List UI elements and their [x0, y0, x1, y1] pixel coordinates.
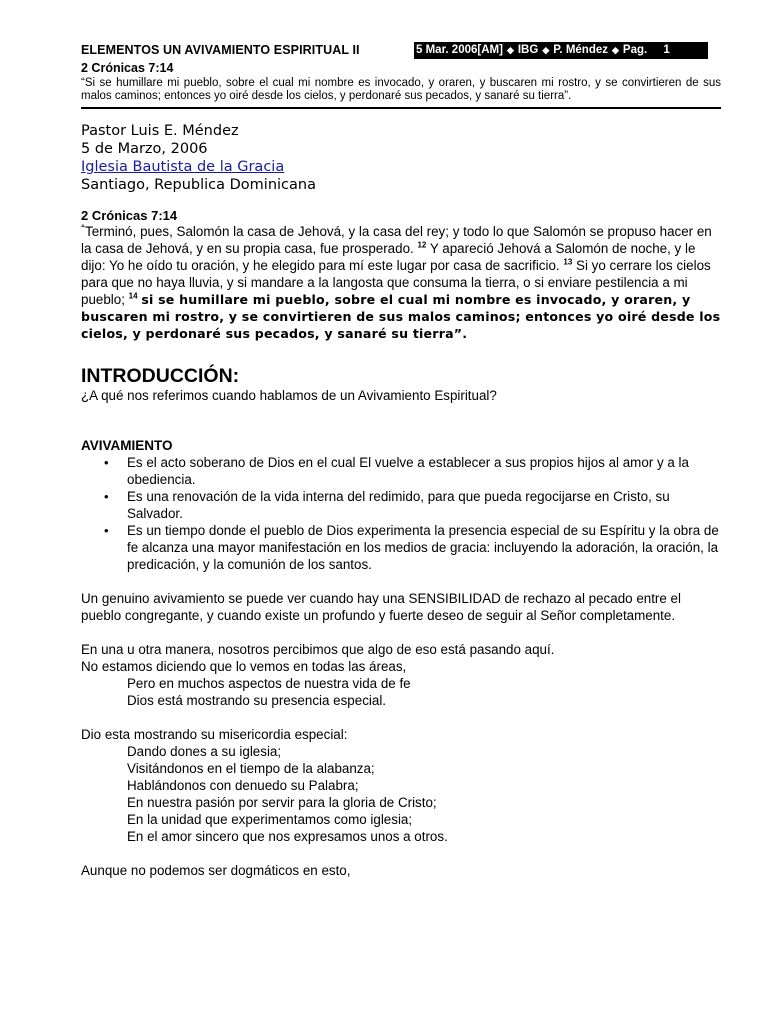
indented-line: En la unidad que experimentamos como iglesia; — [127, 812, 413, 827]
author-block — [81, 122, 721, 194]
header-rule — [81, 107, 721, 109]
verse-number-14: 14 — [128, 291, 138, 301]
list-item: • Es una renovación de la vida interna del redimido, para que pueda regocijarse en Cristo, su Salvador. — [81, 488, 721, 522]
header-meta-bar — [414, 42, 708, 59]
header-page-label: Pag. — [622, 44, 648, 56]
church-link[interactable]: Iglesia Bautista de la Gracia — [81, 159, 285, 175]
header-author: P. Méndez — [553, 44, 608, 56]
diamond-icon: ◆ — [542, 45, 550, 55]
diamond-icon: ◆ — [506, 45, 514, 55]
scripture-text-a: Terminó, pues, Salomón la casa de Jehová, y la casa del rey; y todo lo que Salomón se propuso hacer en la casa de Jehová, y en su propia casa, fue prosperado. — [81, 224, 712, 256]
avivamiento-list — [81, 454, 721, 573]
scripture-reference: 2 Crónicas 7:14 — [81, 208, 178, 223]
header-verse: “Si se humillare mi pueblo, sobre el cual mi nombre es invocado, y oraren, y buscaren mi rostro, y se convirtieren de sus malos caminos; entonces yo oiré desde los cielos, y perdonaré sus pecados, y sanaré su tierra”. — [81, 77, 721, 102]
header-end-bar — [704, 42, 708, 59]
header-church: IBG — [517, 44, 539, 56]
open-quote: “ — [81, 223, 85, 233]
header-date: 5 Mar. 2006[AM] — [416, 44, 503, 56]
verse-number-12: 12 — [417, 240, 427, 250]
author-name: Pastor Luis E. Méndez — [81, 123, 239, 139]
paragraph-sensibilidad: Un genuino avivamiento se puede ver cuando hay una SENSIBILIDAD de rechazo al pecado entre el pueblo congregante, y cuando existe un profundo y fuerte deseo de seguir al Señor completamente. — [81, 591, 681, 623]
document-page — [81, 40, 721, 879]
intro-heading: INTRODUCCIÓN: — [81, 365, 240, 387]
paragraph-line: No estamos diciendo que lo vemos en todas las áreas, — [81, 659, 407, 674]
indented-line: Dando dones a su iglesia; — [127, 744, 282, 759]
intro-question: ¿A qué nos referimos cuando hablamos de un Avivamiento Espiritual? — [81, 388, 497, 403]
header-page-number: 1 — [663, 44, 670, 56]
sermon-date: 5 de Marzo, 2006 — [81, 141, 208, 157]
paragraph-line: Dio esta mostrando su misericordia especial: — [81, 727, 348, 742]
scripture-text-b: Y apareció Jehová a Salomón de noche, y le dijo: Yo he oído tu oración, y he elegido para mí este lugar por casa de sacrificio. — [81, 241, 696, 273]
avivamiento-heading: AVIVAMIENTO — [81, 438, 173, 453]
header-reference: 2 Crónicas 7:14 — [81, 61, 174, 75]
church-location: Santiago, Republica Dominicana — [81, 177, 316, 193]
scripture-text-c: Si yo cerrare los cielos para que no haya lluvia, y si mandare a la langosta que consuma la tierra, o si enviare pestilencia a mi pueblo; — [81, 258, 711, 307]
indented-line: En el amor sincero que nos expresamos unos a otros. — [127, 829, 448, 844]
paragraph-line: Aunque no podemos ser dogmáticos en esto, — [81, 863, 351, 878]
indented-line: Dios está mostrando su presencia especial. — [127, 693, 387, 708]
indented-line: Visitándonos en el tiempo de la alabanza; — [127, 761, 375, 776]
scripture-text — [81, 223, 721, 342]
diamond-icon: ◆ — [611, 45, 619, 55]
indented-line: En nuestra pasión por servir para la gloria de Cristo; — [127, 795, 437, 810]
scripture-text-bold: si se humillare mi pueblo, sobre el cual mi nombre es invocado, y oraren, y buscaren mi rostro, y se convirtieren de sus malos caminos; entonces yo oiré desde los cielos, y perdonaré sus pecados, y sanaré su tierra”. — [81, 292, 721, 341]
running-header — [81, 40, 721, 60]
indented-line: Hablándonos con denuedo su Palabra; — [127, 778, 359, 793]
header-title: ELEMENTOS UN AVIVAMIENTO ESPIRITUAL II — [81, 43, 360, 57]
indented-line: Pero en muchos aspectos de nuestra vida de fe — [127, 676, 411, 691]
paragraph-line: En una u otra manera, nosotros percibimos que algo de eso está pasando aquí. — [81, 642, 555, 657]
verse-number-13: 13 — [563, 257, 573, 267]
list-item: • Es un tiempo donde el pueblo de Dios experimenta la presencia especial de su Espíritu y la obra de fe alcanza una mayor manifestación en los medios de gracia: incluyendo la adoración, la oración, la predicación, y la comunión de los santos. — [81, 522, 721, 573]
list-item: • Es el acto soberano de Dios en el cual El vuelve a establecer a sus propios hijos al amor y a la obediencia. — [81, 454, 721, 488]
